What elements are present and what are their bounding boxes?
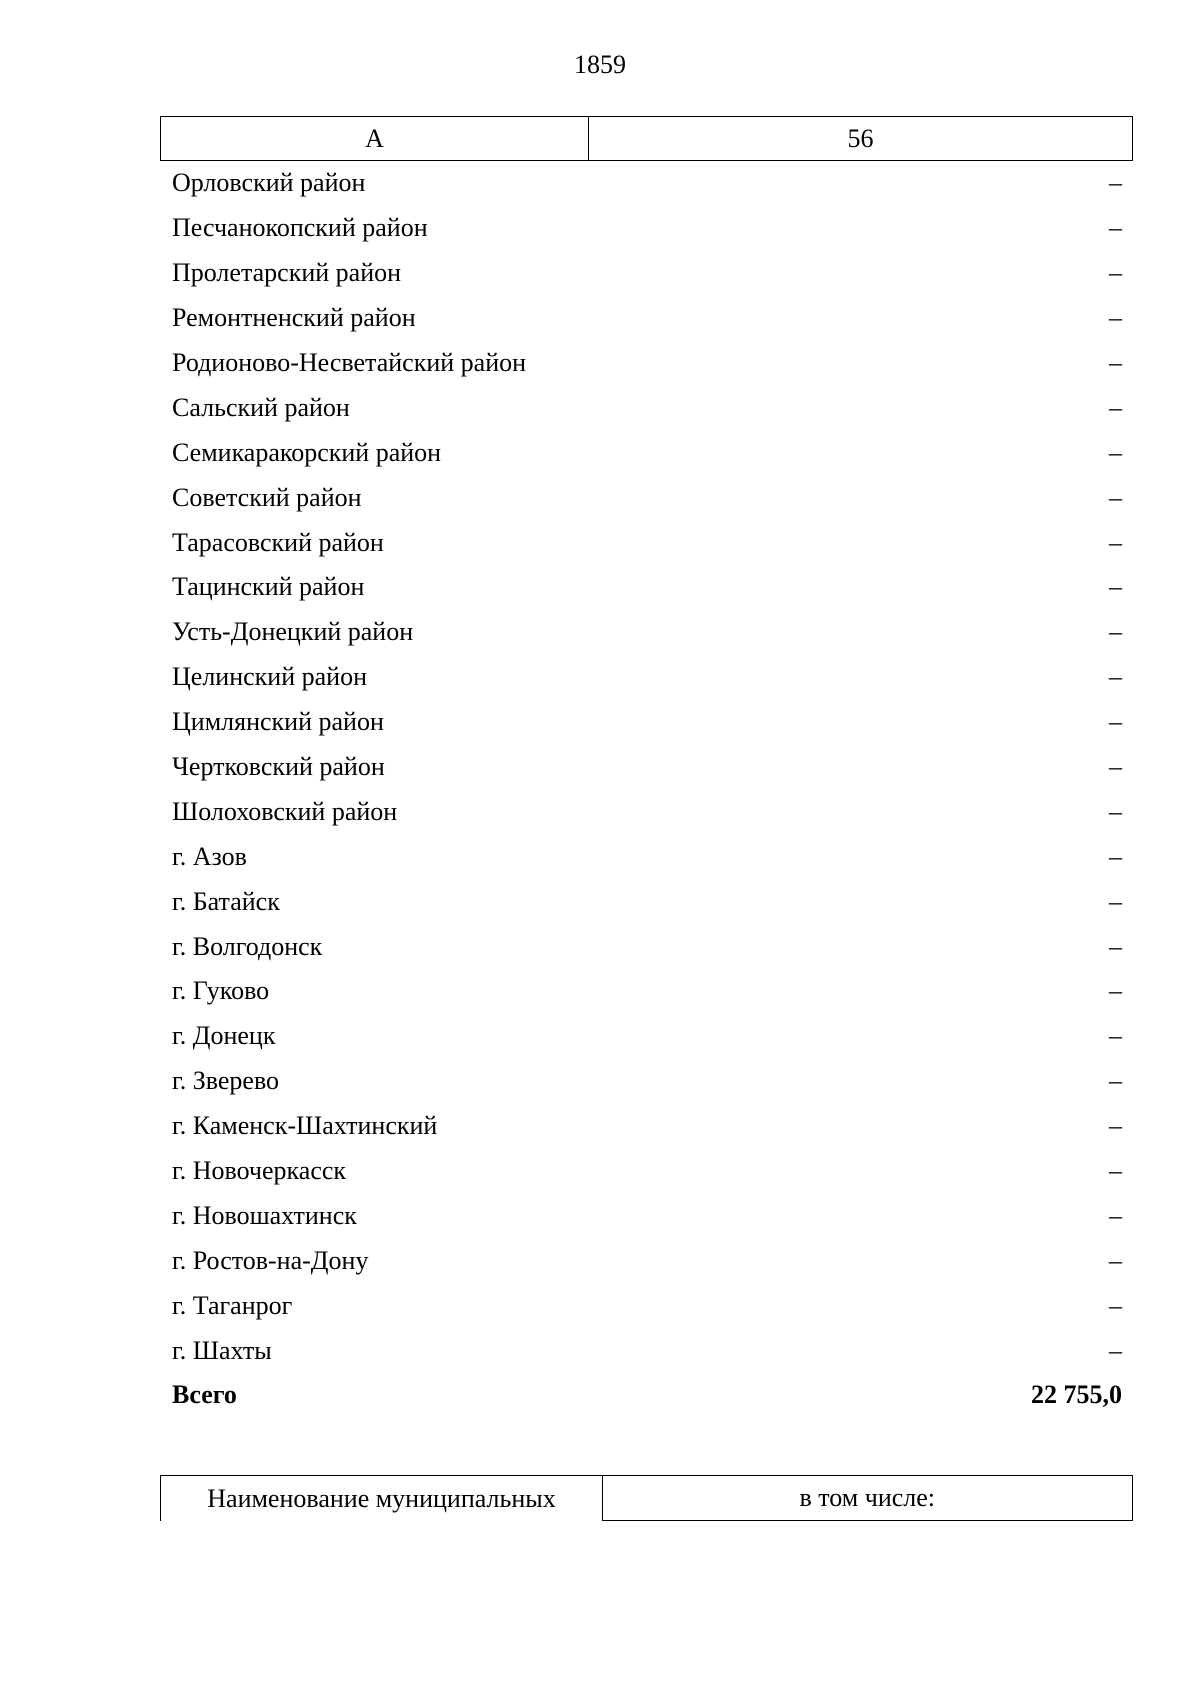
row-name: Шолоховский район (172, 796, 398, 826)
total-label: Всего (172, 1380, 237, 1410)
table-row (160, 969, 1133, 1014)
row-name: Пролетарский район (172, 258, 402, 288)
table-row (160, 1328, 1133, 1373)
table-body (160, 161, 1133, 1418)
row-value: – (1109, 392, 1122, 422)
row-name: г. Батайск (172, 886, 280, 916)
table-header-row (160, 116, 1133, 161)
row-value: – (1109, 752, 1122, 782)
header-cell-including: в том числе: (602, 1476, 1134, 1521)
row-name: г. Зверево (172, 1066, 280, 1096)
row-name: Сальский район (172, 392, 350, 422)
table-row (160, 296, 1133, 341)
row-value: – (1109, 931, 1122, 961)
row-value: – (1109, 841, 1122, 871)
row-value: – (1109, 796, 1122, 826)
row-name: г. Таганрог (172, 1290, 293, 1320)
table-row (160, 520, 1133, 565)
row-name: Советский район (172, 482, 362, 512)
table-row (160, 1014, 1133, 1059)
row-name: Целинский район (172, 662, 367, 692)
row-name: Родионово-Несветайский район (172, 348, 527, 377)
total-value: 22 755,0 (1031, 1380, 1122, 1410)
data-table (160, 116, 1133, 1418)
row-value: – (1109, 527, 1122, 557)
table-row (160, 789, 1133, 834)
table-row (160, 1059, 1133, 1104)
row-name: г. Гуково (172, 976, 270, 1006)
table-row (160, 341, 1133, 386)
second-table-header (160, 1475, 1133, 1521)
row-name: Чертковский район (172, 752, 385, 782)
table-row (160, 745, 1133, 790)
table-row (160, 700, 1133, 745)
table-row (160, 834, 1133, 879)
table-row (160, 1238, 1133, 1283)
table-row (160, 1149, 1133, 1194)
row-value: – (1109, 662, 1122, 692)
total-row (160, 1373, 1133, 1418)
row-name: Тарасовский район (172, 527, 384, 557)
row-value: – (1109, 482, 1122, 512)
row-value: – (1109, 1021, 1122, 1051)
row-value: – (1109, 213, 1122, 243)
table-row (160, 475, 1133, 520)
table-row (160, 924, 1133, 969)
row-name: г. Новочеркасск (172, 1156, 347, 1186)
row-value: – (1109, 707, 1122, 737)
row-value: – (1109, 1200, 1122, 1230)
row-name: Ремонтненский район (172, 303, 416, 333)
row-name: г. Каменск-Шахтинский (172, 1111, 438, 1141)
table-row (160, 1283, 1133, 1328)
row-name: Семикаракорский район (172, 437, 442, 467)
row-name: г. Азов (172, 841, 247, 871)
header-cell-56: 56 (847, 123, 874, 153)
header-cell-a: А (161, 117, 589, 160)
row-value: – (1109, 617, 1122, 647)
header-cell-municipal-name: Наименование муниципальных (161, 1476, 603, 1521)
row-value: – (1109, 886, 1122, 916)
row-value: – (1109, 1245, 1122, 1275)
row-value: – (1109, 1335, 1122, 1365)
table-row (160, 565, 1133, 610)
row-value: – (1109, 168, 1122, 198)
page-number: 1859 (574, 50, 626, 79)
row-value: – (1109, 348, 1122, 377)
table-row (160, 610, 1133, 655)
row-name: Песчанокопский район (172, 213, 428, 243)
row-value: – (1109, 1290, 1122, 1320)
table-row (160, 1193, 1133, 1238)
row-value: – (1109, 1111, 1122, 1141)
table-row (160, 206, 1133, 251)
row-value: – (1109, 976, 1122, 1006)
row-value: – (1109, 437, 1122, 467)
row-name: г. Новошахтинск (172, 1200, 357, 1230)
row-name: г. Донецк (172, 1021, 276, 1051)
table-row (160, 161, 1133, 206)
row-name: Цимлянский район (172, 707, 384, 737)
row-value: – (1109, 303, 1122, 333)
table-row (160, 879, 1133, 924)
row-value: – (1109, 1066, 1122, 1096)
row-value: – (1109, 572, 1122, 602)
table-row (160, 430, 1133, 475)
row-name: г. Волгодонск (172, 931, 323, 961)
table-row (160, 385, 1133, 430)
row-name: г. Ростов-на-Дону (172, 1245, 369, 1275)
row-name: Орловский район (172, 168, 366, 198)
table-row (160, 251, 1133, 296)
table-row (160, 655, 1133, 700)
row-name: Тацинский район (172, 572, 365, 602)
row-value: – (1109, 1156, 1122, 1186)
row-name: Усть-Донецкий район (172, 617, 414, 647)
row-name: г. Шахты (172, 1335, 272, 1365)
table-row (160, 1104, 1133, 1149)
row-value: – (1109, 258, 1122, 288)
